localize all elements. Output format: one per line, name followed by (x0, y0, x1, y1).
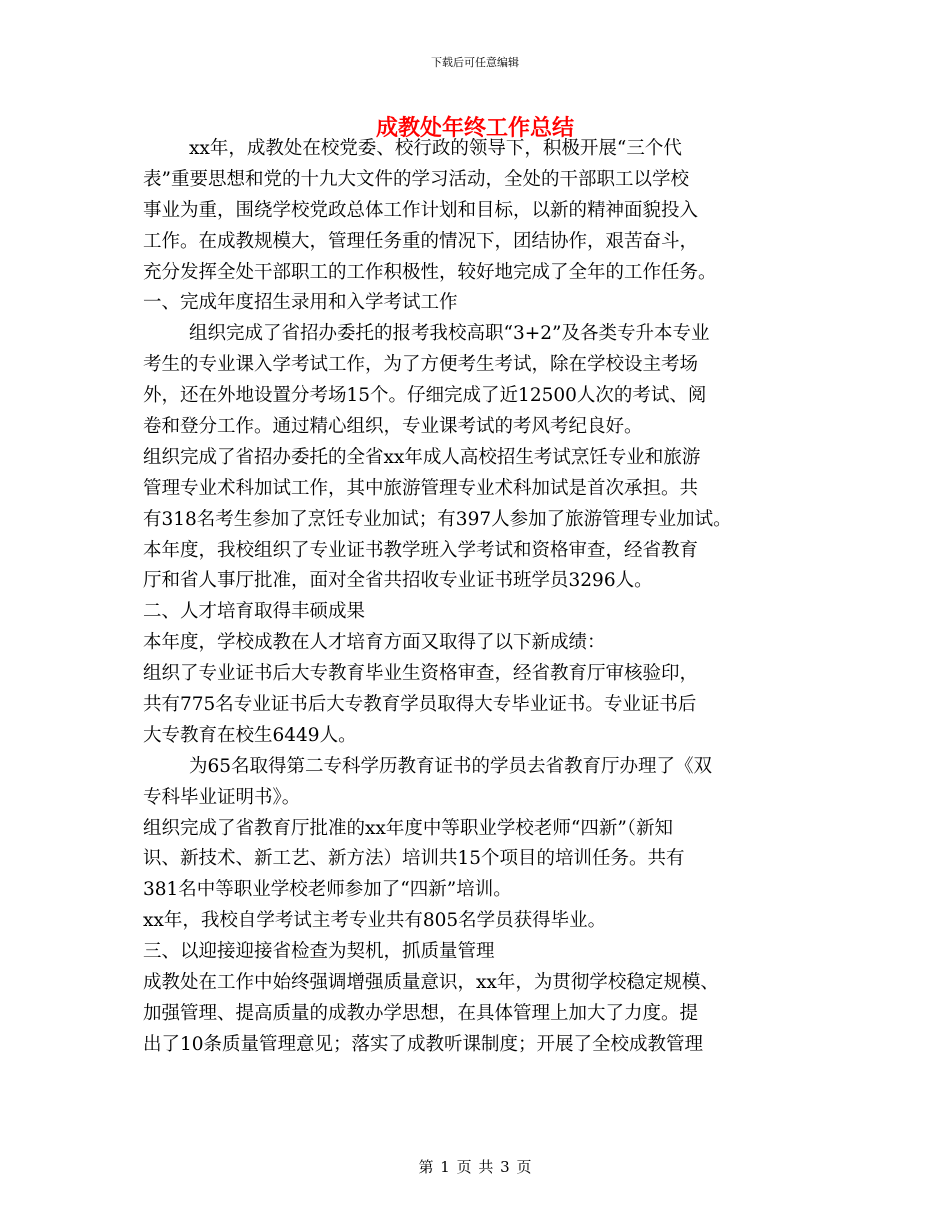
body-line: 三、以迎接迎接省检查为契机，抓质量管理 (143, 941, 495, 963)
body-line: 组织完成了省招办委托的全省xx年成人高校招生考试烹饪专业和旅游 (143, 446, 701, 468)
body-line: 识、新技术、新工艺、新方法）培训共15个项目的培训任务。共有 (143, 848, 685, 870)
body-line: 专科毕业证明书》。 (143, 786, 301, 808)
body-line: 本年度，学校成教在人才培育方面又取得了以下新成绩： (143, 632, 606, 654)
body-line: 出了10条质量管理意见；落实了成教听课制度；开展了全校成教管理 (143, 1033, 704, 1055)
body-line: xx年，我校自学考试主考专业共有805名学员获得毕业。 (143, 910, 607, 932)
body-line: 大专教育在校生6449人。 (143, 724, 357, 746)
body-line: 考生的专业课入学考试工作，为了方便考生考试，除在学校设主考场 (143, 354, 699, 376)
body-line: 有318名考生参加了烹饪专业加试；有397人参加了旅游管理专业加试。 (143, 508, 732, 530)
header-note: 下载后可任意编辑 (431, 56, 519, 69)
body-line: 卷和登分工作。通过精心组织，专业课考试的考风考纪良好。 (143, 416, 643, 438)
body-line: 二、人才培育取得丰硕成果 (143, 601, 366, 623)
document-title: 成教处年终工作总结 (375, 115, 574, 141)
body-line: 管理专业术科加试工作，其中旅游管理专业术科加试是首次承担。共 (143, 477, 699, 499)
body-line: 厅和省人事厅批准，面对全省共招收专业证书班学员3296人。 (143, 570, 653, 592)
body-line: 表”重要思想和党的十九大文件的学习活动，全处的干部职工以学校 (143, 168, 689, 190)
body-line: 一、完成年度招生录用和入学考试工作 (143, 292, 458, 314)
body-line: 组织完成了省教育厅批准的xx年度中等职业学校老师“四新”（新知 (143, 817, 674, 839)
body-line: 组织了专业证书后大专教育毕业生资格审查，经省教育厅审核验印， (143, 663, 699, 685)
body-line: 外，还在外地设置分考场15个。仔细完成了近12500人次的考试、阅 (143, 385, 707, 407)
body-line: xx年，成教处在校党委、校行政的领导下，积极开展“三个代 (189, 138, 682, 159)
body-line: 381名中等职业学校老师参加了“四新”培训。 (143, 879, 512, 901)
body-line: 充分发挥全处干部职工的工作积极性，较好地完成了全年的工作任务。 (143, 261, 717, 283)
document-body (143, 134, 833, 1061)
body-line: 成教处在工作中始终强调增强质量意识，xx年，为贯彻学校稳定规模、 (143, 972, 719, 994)
body-line: 共有775名专业证书后大专教育学员取得大专毕业证书。专业证书后 (143, 694, 697, 716)
body-line: 本年度，我校组织了专业证书教学班入学考试和资格审查，经省教育 (143, 539, 699, 561)
body-line: 为65名取得第二专科学历教育证书的学员去省教育厅办理了《双 (189, 755, 713, 777)
page-footer: 第 1 页 共 3 页 (418, 1158, 532, 1176)
body-line: 工作。在成教规模大，管理任务重的情况下，团结协作，艰苦奋斗， (143, 230, 699, 252)
body-line: 加强管理、提高质量的成教办学思想，在具体管理上加大了力度。提 (143, 1002, 699, 1024)
body-line: 事业为重，围绕学校党政总体工作计划和目标，以新的精神面貌投入 (143, 199, 699, 221)
body-line: 组织完成了省招办委托的报考我校高职“3+2”及各类专升本专业 (189, 323, 710, 345)
